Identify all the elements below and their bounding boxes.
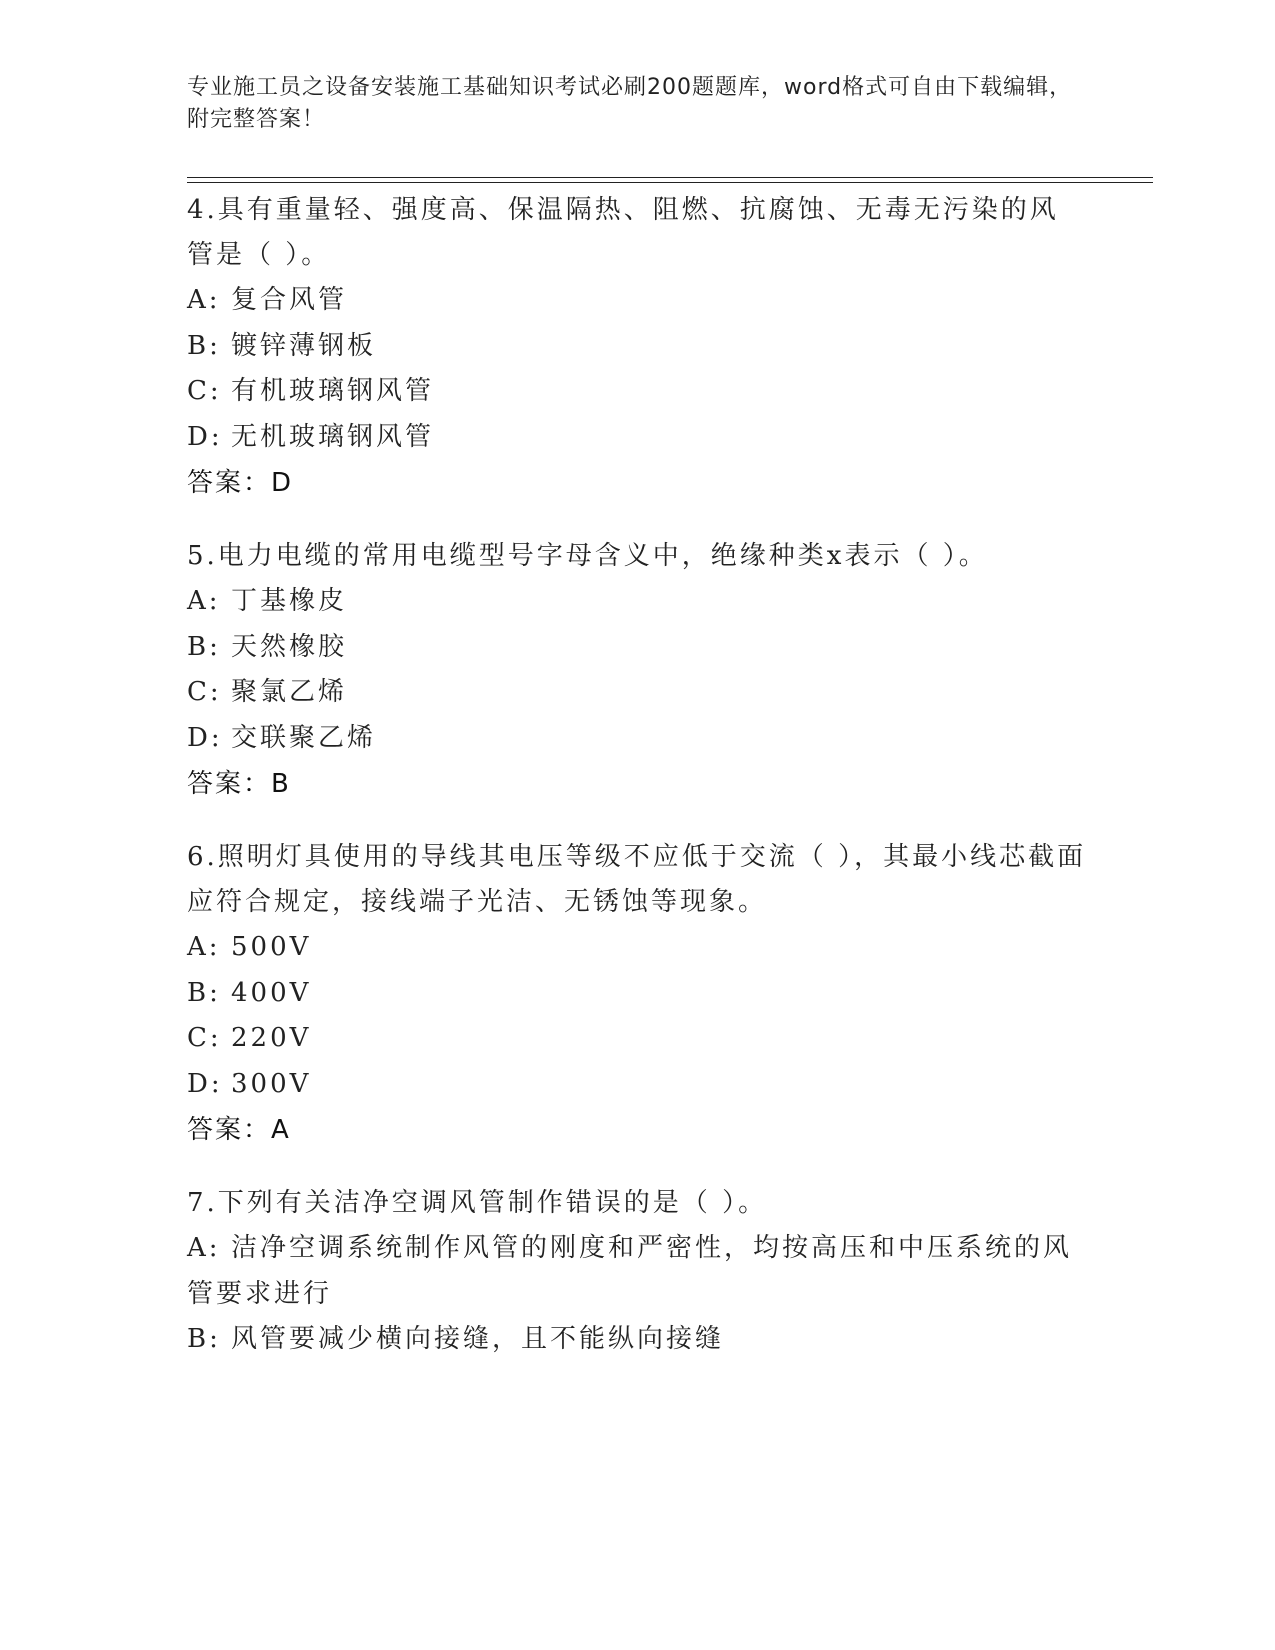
option-letter: A: xyxy=(187,932,221,962)
answer-text: 答案：A xyxy=(187,1115,291,1145)
option-b xyxy=(187,971,1087,1017)
option-text: 风管要减少横向接缝，且不能纵向接缝 xyxy=(231,1324,725,1354)
option-letter: C: xyxy=(187,376,222,406)
option-letter: A: xyxy=(187,285,221,315)
question-text: 6.照明灯具使用的导线其电压等级不应低于交流（ ），其最小线芯截面应符合规定，接线端子光洁、无锈蚀等现象。 xyxy=(187,842,1087,917)
option-text: 有机玻璃钢风管 xyxy=(231,376,435,406)
option-letter: B: xyxy=(187,1324,221,1354)
option-text: 天然橡胶 xyxy=(231,631,348,662)
question-list xyxy=(187,188,1087,1391)
answer-text: 答案：D xyxy=(187,468,294,498)
option-letter: D: xyxy=(187,421,223,452)
option-a xyxy=(187,925,1087,971)
option-letter: C: xyxy=(187,677,222,707)
option-d xyxy=(187,415,1087,461)
option-letter: A: xyxy=(187,1233,221,1263)
option-text: 交联聚乙烯 xyxy=(231,722,377,753)
option-letter: D: xyxy=(187,722,223,753)
option-text: 400V xyxy=(231,977,312,1008)
option-letter: B: xyxy=(187,330,221,361)
option-text: 聚氯乙烯 xyxy=(231,677,348,707)
option-letter: D: xyxy=(187,1068,223,1099)
option-d xyxy=(187,1062,1087,1108)
option-c xyxy=(187,1016,1087,1062)
header-divider-top xyxy=(187,177,1153,178)
question-text: 5.电力电缆的常用电缆型号字母含义中，绝缘种类x表示（ ）。 xyxy=(187,541,988,571)
option-a xyxy=(187,1226,1087,1317)
question-4 xyxy=(187,188,1087,506)
option-letter: B: xyxy=(187,631,221,662)
header-divider-bottom xyxy=(187,182,1153,183)
option-text: 镀锌薄钢板 xyxy=(231,330,377,361)
option-a xyxy=(187,579,1087,625)
answer-text: 答案：B xyxy=(187,769,291,799)
option-text: 复合风管 xyxy=(231,285,348,315)
option-b xyxy=(187,625,1087,671)
question-7 xyxy=(187,1181,1087,1363)
option-text: 无机玻璃钢风管 xyxy=(231,421,435,452)
option-b xyxy=(187,1317,1087,1363)
option-letter: C: xyxy=(187,1023,222,1053)
question-text: 4.具有重量轻、强度高、保温隔热、阻燃、抗腐蚀、无毒无污染的风管是（ ）。 xyxy=(187,195,1059,270)
question-5 xyxy=(187,534,1087,807)
option-letter: A: xyxy=(187,586,221,616)
document-header: 专业施工员之设备安装施工基础知识考试必刷200题题库，word格式可自由下载编辑，附完整答案！ xyxy=(187,75,1073,132)
option-letter: B: xyxy=(187,977,221,1008)
option-text: 220V xyxy=(231,1023,312,1053)
question-text: 7.下列有关洁净空调风管制作错误的是（ ）。 xyxy=(187,1188,768,1218)
option-text: 洁净空调系统制作风管的刚度和严密性，均按高压和中压系统的风管要求进行 xyxy=(187,1233,1073,1309)
option-a xyxy=(187,278,1087,324)
option-c xyxy=(187,369,1087,415)
question-6 xyxy=(187,835,1087,1153)
option-b xyxy=(187,324,1087,370)
option-text: 300V xyxy=(231,1068,312,1099)
option-d xyxy=(187,716,1087,762)
option-text: 丁基橡皮 xyxy=(231,586,348,616)
option-c xyxy=(187,670,1087,716)
option-text: 500V xyxy=(231,932,312,962)
